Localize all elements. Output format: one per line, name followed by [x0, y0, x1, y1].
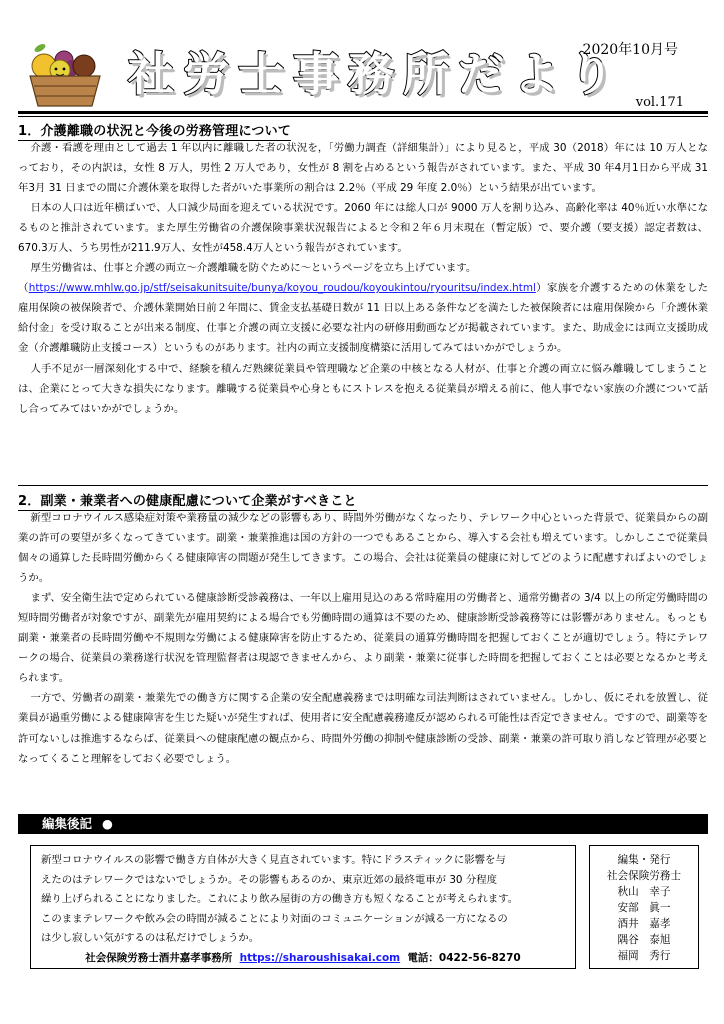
- section1-paragraph: 介護・看護を理由として過去 1 年以内に離職した者の状況を，「労働力調査（詳細集計）」により見ると，平成 30（2018）年には 10 万人となっており，その内訳は，女性 8 万人，男性 2 万人であり，女性が 8 割を占めるという報告がされています。また、平成 30 年4月1日から平成 31 年3月 31 日までの間に介護休業を取得した者がいた事業所の割合は 2.2％（平成 29 年度 2.0％）という結果が出ています。: [18, 142, 708, 195]
- section1-paragraph: 日本の人口は近年横ばいで、人口減少局面を迎えている状況です。2060 年には総人口が 9000 万人を割り込み、高齢化率は 40％近い水準になるものと推計されています。また厚生労働省の介護保険事業状況報告によると令和２年６月末現在（暫定版）で、要介護（要支援）認定者数は、670.3万人、うち男性が211.9万人、女性が458.4万人という報告がされています。: [18, 202, 708, 255]
- postscript-line: は少し寂しい気がするのは私だけでしょうか。: [41, 932, 260, 944]
- section-divider: [18, 485, 708, 486]
- postscript-line: 繰り上げられることになりました。これにより飲み屋街の方の働き方も短くなることが考えられます。: [41, 893, 519, 905]
- staff-org: 社会保険労務士: [606, 870, 682, 882]
- postscript-header: 編集後記 ●: [18, 814, 708, 834]
- newsletter-title: 社労士事務所だより: [128, 47, 623, 101]
- staff-box: [589, 845, 699, 969]
- section2-body: [18, 508, 708, 769]
- section2-paragraph: 一方で、労働者の副業・兼業先での働き方に関する企業の安全配慮義務までは明確な司法判断はされていません。しかし、仮にそれを放置し、従業員が過重労働による健康障害を生じた疑いが発生すれば、使用者に安全配慮義務違反が認められる可能性は否定できません。ですので、副業等を許可ないしは推進するならば、従業員への健康配慮の観点から、時間外労働の抑制や健康診断の受診、副業・兼業の許可取り消しなど管理が必要となってくること理解をしておく必要でしょう。: [18, 692, 708, 765]
- postscript-line: 新型コロナウイルスの影響で働き方自体が大きく見直されています。特にドラスティックに影響を与: [41, 854, 506, 866]
- section2-paragraph: 新型コロナウイルス感染症対策や業務量の減少などの影響もあり、時間外労働がなくなったり、テレワーク中心といった背景で、従業員からの副業の許可の要望が多くなってきています。副業・兼業推進は国の方針の一つでもあることから、導入する会社も増えています。しかしここで従業員個々の通算した長時間労働からくる健康障害の問題が発生してきます。この場合、会社は従業員の健康に対してどのように配慮すればよいのでしょうか。: [18, 512, 708, 585]
- bullet-dot-icon: ●: [102, 816, 113, 831]
- masthead-rule-thick: [18, 111, 708, 114]
- section1-paragraph-with-link: （https://www.mhlw.go.jp/stf/seisakunitsuite/bunya/koyou_roudou/koyoukintou/ryouritsu/index.html）家族を介護するための休業をした雇用保険の被保険者で、介護休業開始日前２年間に、賃金支払基礎日数が 11 日以上ある条件などを満たした被保険者には雇用保険から「介護休業給付金」を受け取ることが出来る制度、仕事と介護の両立支援に必要な社内の研修用動画などが掲載されています。また、助成金には両立支援助成金（介護離職防止支援コース）というものがあります。社内の両立支援制度構築に活用してみてはいかがでしょうか。: [18, 282, 709, 355]
- office-signature: [30, 950, 576, 965]
- staff-member: 秋山 幸子: [617, 886, 671, 898]
- staff-member: 酒井 嘉孝: [617, 918, 671, 930]
- section1-title: 1．介護離職の状況と今後の労務管理について: [18, 120, 291, 141]
- postscript-line: えたのはテレワークではないでしょうか。その影響もあるのか、東京近郊の最終電車が 30 分程度: [41, 873, 498, 886]
- office-website-link[interactable]: https://sharoushisakai.com: [239, 952, 401, 964]
- volume-number: vol.171: [635, 95, 684, 110]
- section2-title: 2．副業・兼業者への健康配慮について企業がすべきこと: [18, 490, 357, 511]
- staff-member: 福岡 秀行: [617, 950, 671, 962]
- masthead-rule-thin: [18, 116, 708, 117]
- section1-paragraph: 人手不足が一層深刻化する中で、経験を積んだ熟練従業員や管理職など企業の中核となる人材が、仕事と介護の両立に悩み離職してしまうことは、企業にとって大きな損失になります。離職する従業員や心身ともにストレスを抱える従業員が増える前に、他人事でない家族の介護について話し合ってみてはいかがでしょうか。: [18, 362, 708, 415]
- section1-paragraph: 厚生労働省は、仕事と介護の両立～介護離職を防ぐために～というページを立ち上げています。: [30, 262, 477, 275]
- mhlw-link[interactable]: https://www.mhlw.go.jp/stf/seisakunitsuite/bunya/koyou_roudou/koyoukintou/ryouritsu/index.html: [28, 282, 536, 295]
- office-name: 社会保険労務士酒井嘉孝事務所: [85, 952, 233, 964]
- staff-member: 安部 眞一: [617, 902, 671, 914]
- office-phone: 電話：0422-56-8270: [407, 952, 521, 964]
- staff-heading: 編集・発行: [617, 854, 671, 866]
- section1-body: [18, 138, 708, 419]
- staff-member: 隅谷 泰旭: [617, 934, 671, 946]
- issue-date: 2020年10月号: [582, 42, 678, 58]
- section2-paragraph: まず、安全衛生法で定められている健康診断受診義務は、一年以上雇用見込のある常時雇用の労働者と、通常労働者の 3/4 以上の所定労働時間の短時間労働者が対象ですが、副業先が雇用契約による場合でも労働時間の通算は不要のため、健康診断受診義務等には影響がありません。もっとも副業・兼業者の長時間労働や不規則な労働による健康障害を防止するため、従業員の通算労働時間を把握しておくことが適切でしょう。特にテレワークの場合、従業員の業務遂行状況を管理監督者は現認できませんから、より副業・兼業に従事した時間を把握しておくことは必要となるかと考えられます。: [18, 592, 708, 685]
- fruit-basket-logo: [26, 40, 104, 112]
- postscript-line: このままテレワークや飲み会の時間が減ることにより対面のコミュニケーションが減る一方になるの: [41, 912, 508, 925]
